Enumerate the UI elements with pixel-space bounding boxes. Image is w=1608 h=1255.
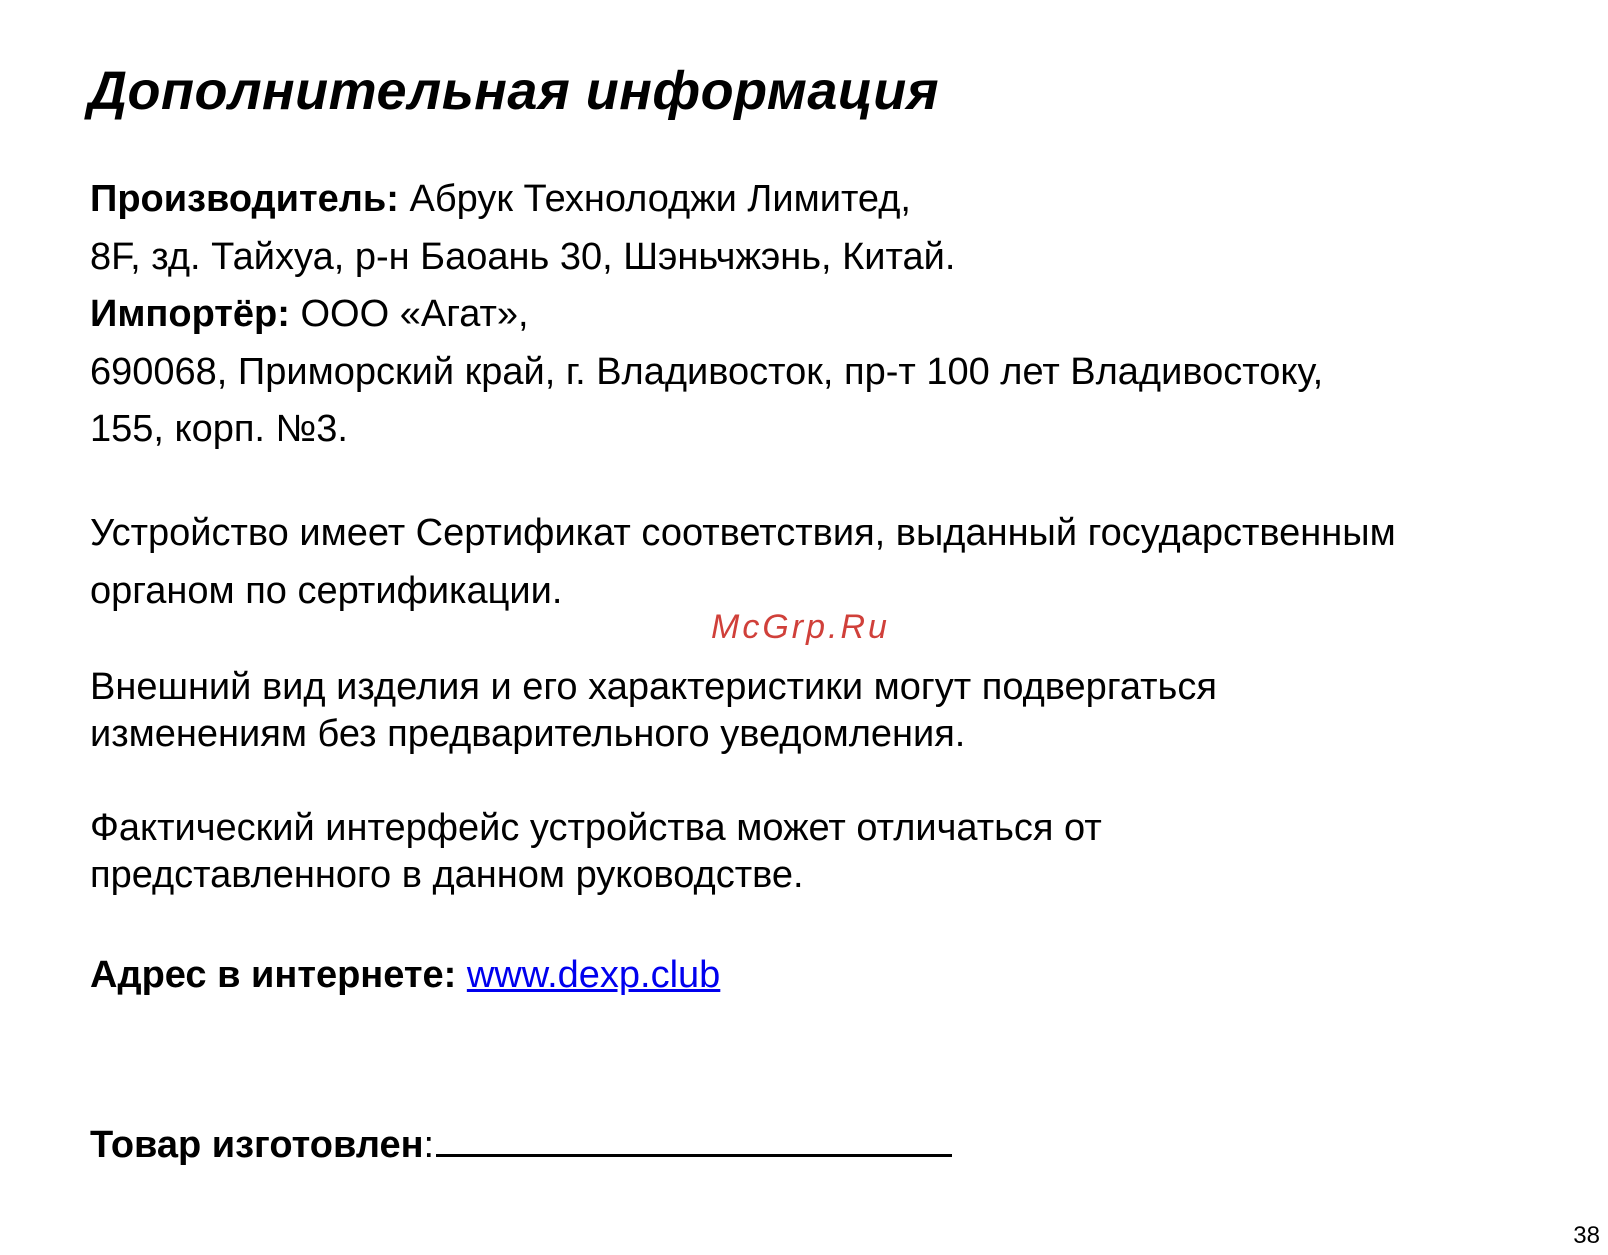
interface-notice-line1: Фактический интерфейс устройства может отличаться от: [90, 807, 1102, 849]
manufacturer-address: 8F, зд. Тайхуа, р-н Баоань 30, Шэньчжэнь, Китай.: [90, 236, 956, 278]
certificate-line2: органом по сертификации.: [90, 570, 563, 612]
manufactured-label: Товар изготовлен: [90, 1124, 424, 1166]
importer-label: Импортёр:: [90, 293, 290, 335]
importer-address-line1: 690068, Приморский край, г. Владивосток, пр-т 100 лет Владивостоку,: [90, 351, 1324, 393]
page-number: 38: [1573, 1222, 1600, 1249]
appearance-notice-line1: Внешний вид изделия и его характеристики могут подвергаться: [90, 666, 1217, 708]
importer-line: [90, 293, 529, 337]
website-line: [90, 954, 720, 998]
importer-address-line2: 155, корп. №3.: [90, 408, 348, 450]
certificate-line1: Устройство имеет Сертификат соответствия, выданный государственным: [90, 512, 1396, 554]
website-label: Адрес в интернете:: [90, 954, 457, 996]
manufactured-date-blank: [436, 1153, 952, 1157]
page-title: Дополнительная информация: [88, 61, 940, 121]
manufacturer-name: Абрук Технолоджи Лимитед,: [398, 178, 911, 220]
importer-name: ООО «Агат»,: [289, 293, 529, 335]
watermark: McGrp.Ru: [711, 608, 890, 646]
appearance-notice-line2: изменениям без предварительного уведомления.: [90, 713, 966, 755]
manufactured-colon: :: [423, 1124, 435, 1166]
manufactured-line: [90, 1124, 952, 1168]
manufacturer-label: Производитель:: [90, 178, 399, 220]
interface-notice-line2: представленного в данном руководстве.: [90, 854, 804, 896]
manufacturer-line: [90, 178, 911, 222]
website-link[interactable]: www.dexp.club: [466, 954, 721, 996]
